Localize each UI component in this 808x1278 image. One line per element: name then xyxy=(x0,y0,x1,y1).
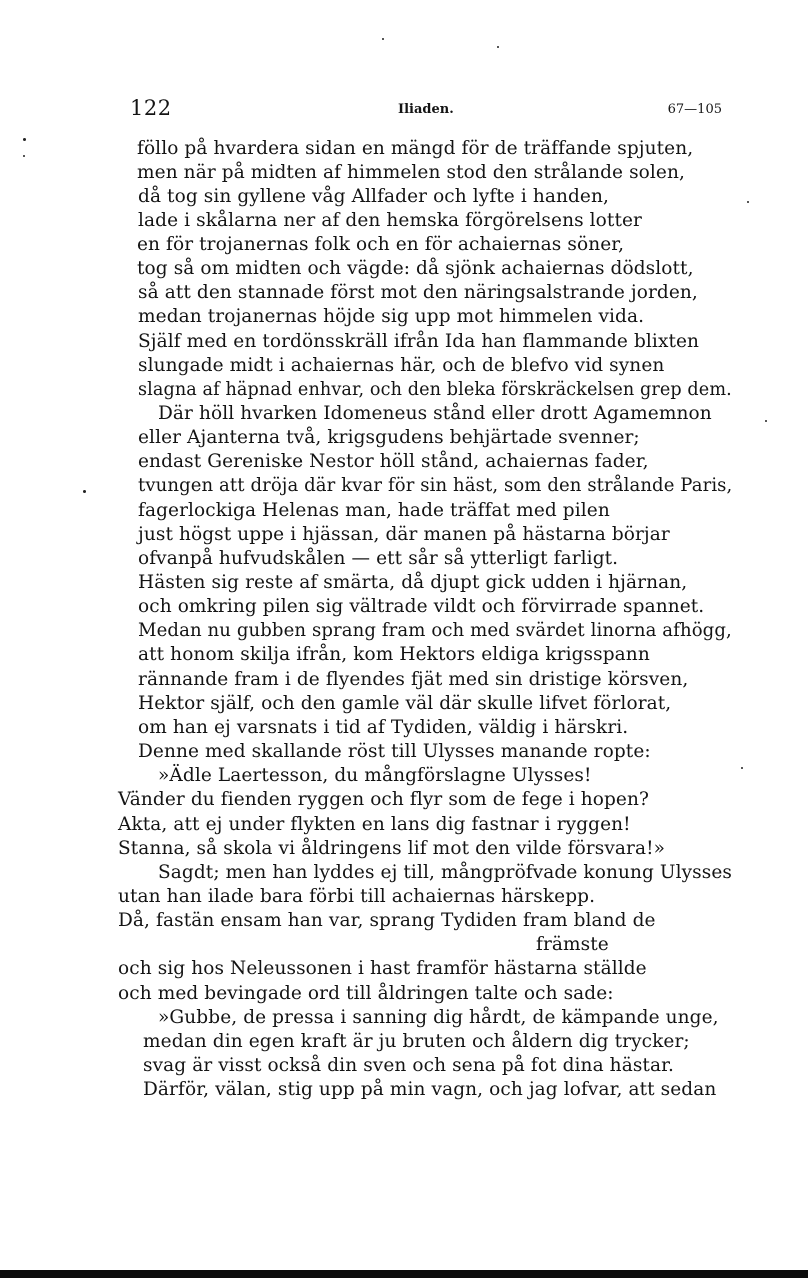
scan-edge xyxy=(0,1270,808,1278)
text-line: Akta, att ej under flykten en lans dig fastnar i ryggen! xyxy=(118,814,631,835)
text-line: att honom skilja ifrån, kom Hektors eldiga krigsspann xyxy=(138,644,650,665)
running-title: Iliaden. xyxy=(398,102,454,117)
text-line: rännande fram i de flyendes fjät med sin dristige körsven, xyxy=(138,669,689,690)
text-line: lade i skålarna ner af den hemska förgörelsens lotter xyxy=(138,210,642,231)
scan-speck xyxy=(497,46,499,48)
text-line: och med bevingade ord till åldringen talte och sade: xyxy=(118,983,614,1004)
running-header xyxy=(130,96,730,126)
text-line: men när på midten af himmelen stod den strålande solen, xyxy=(137,162,685,183)
text-line: Själf med en tordönsskräll ifrån Ida han flammande blixten xyxy=(138,331,700,352)
text-line: Sagdt; men han lyddes ej till, mångpröfvade konung Ulysses xyxy=(158,862,733,883)
text-line: och omkring pilen sig vältrade vildt och förvirrade spannet. xyxy=(138,596,705,617)
text-line: Stanna, så skola vi åldringens lif mot den vilde försvara!» xyxy=(118,838,666,859)
scan-speck xyxy=(23,138,26,141)
text-line: tvungen att dröja där kvar för sin häst, som den strålande Paris, xyxy=(138,475,733,496)
text-line: ofvanpå hufvudskålen — ett sår så ytterligt farligt. xyxy=(138,548,619,569)
scan-speck xyxy=(83,490,86,493)
line-range: 67—105 xyxy=(667,102,722,117)
text-line: Medan nu gubben sprang fram och med svärdet linorna afhögg, xyxy=(138,620,732,641)
text-line-runover: främste xyxy=(536,934,609,955)
text-line: Hektor själf, och den gamle väl där skulle lifvet förlorat, xyxy=(138,693,672,714)
text-line: tog så om midten och vägde: då sjönk achaiernas dödslott, xyxy=(137,258,694,279)
text-line: endast Gereniske Nestor höll stånd, achaiernas fader, xyxy=(138,451,649,472)
text-line: Då, fastän ensam han var, sprang Tydiden fram bland de xyxy=(118,910,656,931)
text-line: Därför, välan, stig upp på min vagn, och jag lofvar, att sedan xyxy=(143,1079,717,1100)
text-line: då tog sin gyllene våg Allfader och lyfte i handen, xyxy=(138,186,609,207)
text-line: en för trojanernas folk och en för achaiernas söner, xyxy=(137,234,625,255)
text-line: medan trojanernas höjde sig upp mot himmelen vida. xyxy=(138,306,645,327)
text-line: »Gubbe, de pressa i sanning dig hårdt, de kämpande unge, xyxy=(158,1007,719,1028)
text-line: just högst uppe i hjässan, där manen på hästarna börjar xyxy=(138,524,670,545)
text-line: fagerlockiga Helenas man, hade träffat med pilen xyxy=(138,500,610,521)
scan-speck xyxy=(765,420,767,422)
scan-speck xyxy=(747,201,749,203)
page-number: 122 xyxy=(130,96,172,120)
text-line: medan din egen kraft är ju bruten och åldern dig trycker; xyxy=(143,1031,690,1052)
scan-speck xyxy=(741,767,743,769)
text-line: Hästen sig reste af smärta, då djupt gick udden i hjärnan, xyxy=(138,572,688,593)
text-line: slagna af häpnad enhvar, och den bleka förskräckelsen grep dem. xyxy=(138,379,732,400)
scan-speck xyxy=(23,155,25,157)
text-line: »Ädle Laertesson, du mångförslagne Ulysses! xyxy=(158,765,592,786)
text-line: och sig hos Neleussonen i hast framför hästarna ställde xyxy=(118,958,647,979)
text-line: slungade midt i achaiernas här, och de blefvo vid synen xyxy=(138,355,665,376)
text-line: Vänder du fienden ryggen och flyr som de fege i hopen? xyxy=(118,789,649,810)
text-line: så att den stannade först mot den näringsalstrande jorden, xyxy=(138,282,698,303)
text-line: Där höll hvarken Idomeneus stånd eller drott Agamemnon xyxy=(158,403,712,424)
text-line: Denne med skallande röst till Ulysses manande ropte: xyxy=(138,741,651,762)
text-line: utan han ilade bara förbi till achaiernas härskepp. xyxy=(118,886,596,907)
text-line: föllo på hvardera sidan en mängd för de träffande spjuten, xyxy=(137,138,694,159)
text-line: svag är visst också din sven och sena på fot dina hästar. xyxy=(143,1055,674,1076)
text-line: om han ej varsnats i tid af Tydiden, väldig i härskri. xyxy=(138,717,629,738)
scan-speck xyxy=(382,38,384,40)
text-line: eller Ajanterna två, krigsgudens behjärtade svenner; xyxy=(138,427,640,448)
